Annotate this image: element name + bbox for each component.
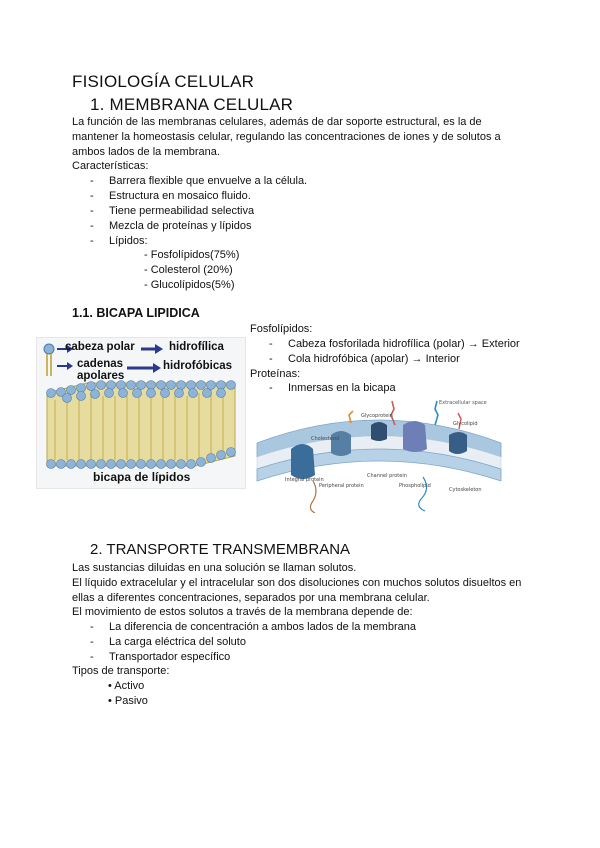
- figure-label: Channel protein: [367, 473, 407, 479]
- transport-type: • Activo: [108, 680, 145, 692]
- list-item: - La diferencia de concentración a ambos lados de la membrana: [90, 621, 416, 633]
- lipid-item: - Glucolípidos(5%): [144, 279, 235, 291]
- section2-heading: 2. TRANSPORTE TRANSMEMBRANA: [90, 541, 351, 558]
- head-result-label: hidrofílica: [169, 341, 224, 353]
- tail-result-label: hidrofóbicas: [163, 360, 233, 372]
- figure-label: Peripheral protein: [319, 483, 364, 489]
- figure-caption: bicapa de lípidos: [93, 470, 191, 484]
- fluid-mosaic-figure: [253, 395, 505, 513]
- transport-type: • Pasivo: [108, 695, 148, 707]
- document-title: FISIOLOGÍA CELULAR: [72, 72, 255, 91]
- types-label: Tipos de transporte:: [72, 665, 170, 677]
- figure-label: Integral protein: [285, 477, 324, 483]
- lipid-item: - Colesterol (20%): [144, 264, 233, 276]
- section1-intro: La función de las membranas celulares, además de dar soporte estructural, es la de mantener la homeostasis celular, regulando las concentraciones de iones y de solutos a ambos lados de la membrana.: [72, 116, 501, 158]
- list-item: - Cola hidrofóbica (apolar) → Interior: [269, 353, 460, 365]
- list-item: - Transportador específico: [90, 651, 231, 663]
- figure-label: Cytoskeleton: [449, 487, 482, 493]
- figure-label: Cholesterol: [311, 436, 340, 442]
- list-item: - Tiene permeabilidad selectiva: [90, 205, 255, 217]
- list-item: - Mezcla de proteínas y lípidos: [90, 220, 252, 232]
- features-label: Características:: [72, 160, 149, 172]
- proteins-list: [269, 381, 569, 396]
- features-list: [90, 174, 420, 249]
- tail-label-2: apolares: [77, 370, 125, 382]
- phospholipids-label: Fosfolípidos:: [250, 323, 313, 335]
- section11-heading: 1.1. BICAPA LIPIDICA: [72, 306, 200, 320]
- figure-label: Glycolipid: [453, 421, 478, 427]
- fluid-mosaic-illustration: [253, 395, 505, 513]
- section2-paragraph: El líquido extracelular y el intracelular son dos disoluciones con muchos solutos disueltos en ellas a diferentes concentraciones, separados por una membrana celular.: [72, 577, 522, 604]
- figure-label: Extracellular space: [439, 400, 487, 406]
- proteins-label: Proteínas:: [250, 368, 301, 380]
- figure-label: Glycoprotein: [361, 413, 393, 419]
- list-item: - Inmersas en la bicapa: [269, 382, 396, 394]
- list-item: - La carga eléctrica del soluto: [90, 636, 246, 648]
- lipid-item: - Fosfolípidos(75%): [144, 249, 240, 261]
- list-item: - Cabeza fosforilada hidrofílica (polar) → Exterior: [269, 338, 520, 350]
- figure-label: Phospholipid: [399, 483, 431, 489]
- list-item: - Lípidos:: [90, 235, 148, 247]
- phospholipids-list: [269, 337, 569, 367]
- list-item: - Barrera flexible que envuelve a la célula.: [90, 175, 308, 187]
- list-item: - Estructura en mosaico fluido.: [90, 190, 251, 202]
- tail-label-1: cadenas: [77, 358, 124, 370]
- section2-paragraph: Las sustancias diluidas en una solución se llaman solutos.: [72, 562, 357, 574]
- lipid-bilayer-figure: [36, 337, 246, 489]
- factors-list: [90, 620, 450, 665]
- section1-heading: 1. MEMBRANA CELULAR: [90, 95, 294, 114]
- head-label: cabeza polar: [65, 341, 135, 353]
- section2-paragraph: El movimiento de estos solutos a través de la membrana depende de:: [72, 606, 413, 618]
